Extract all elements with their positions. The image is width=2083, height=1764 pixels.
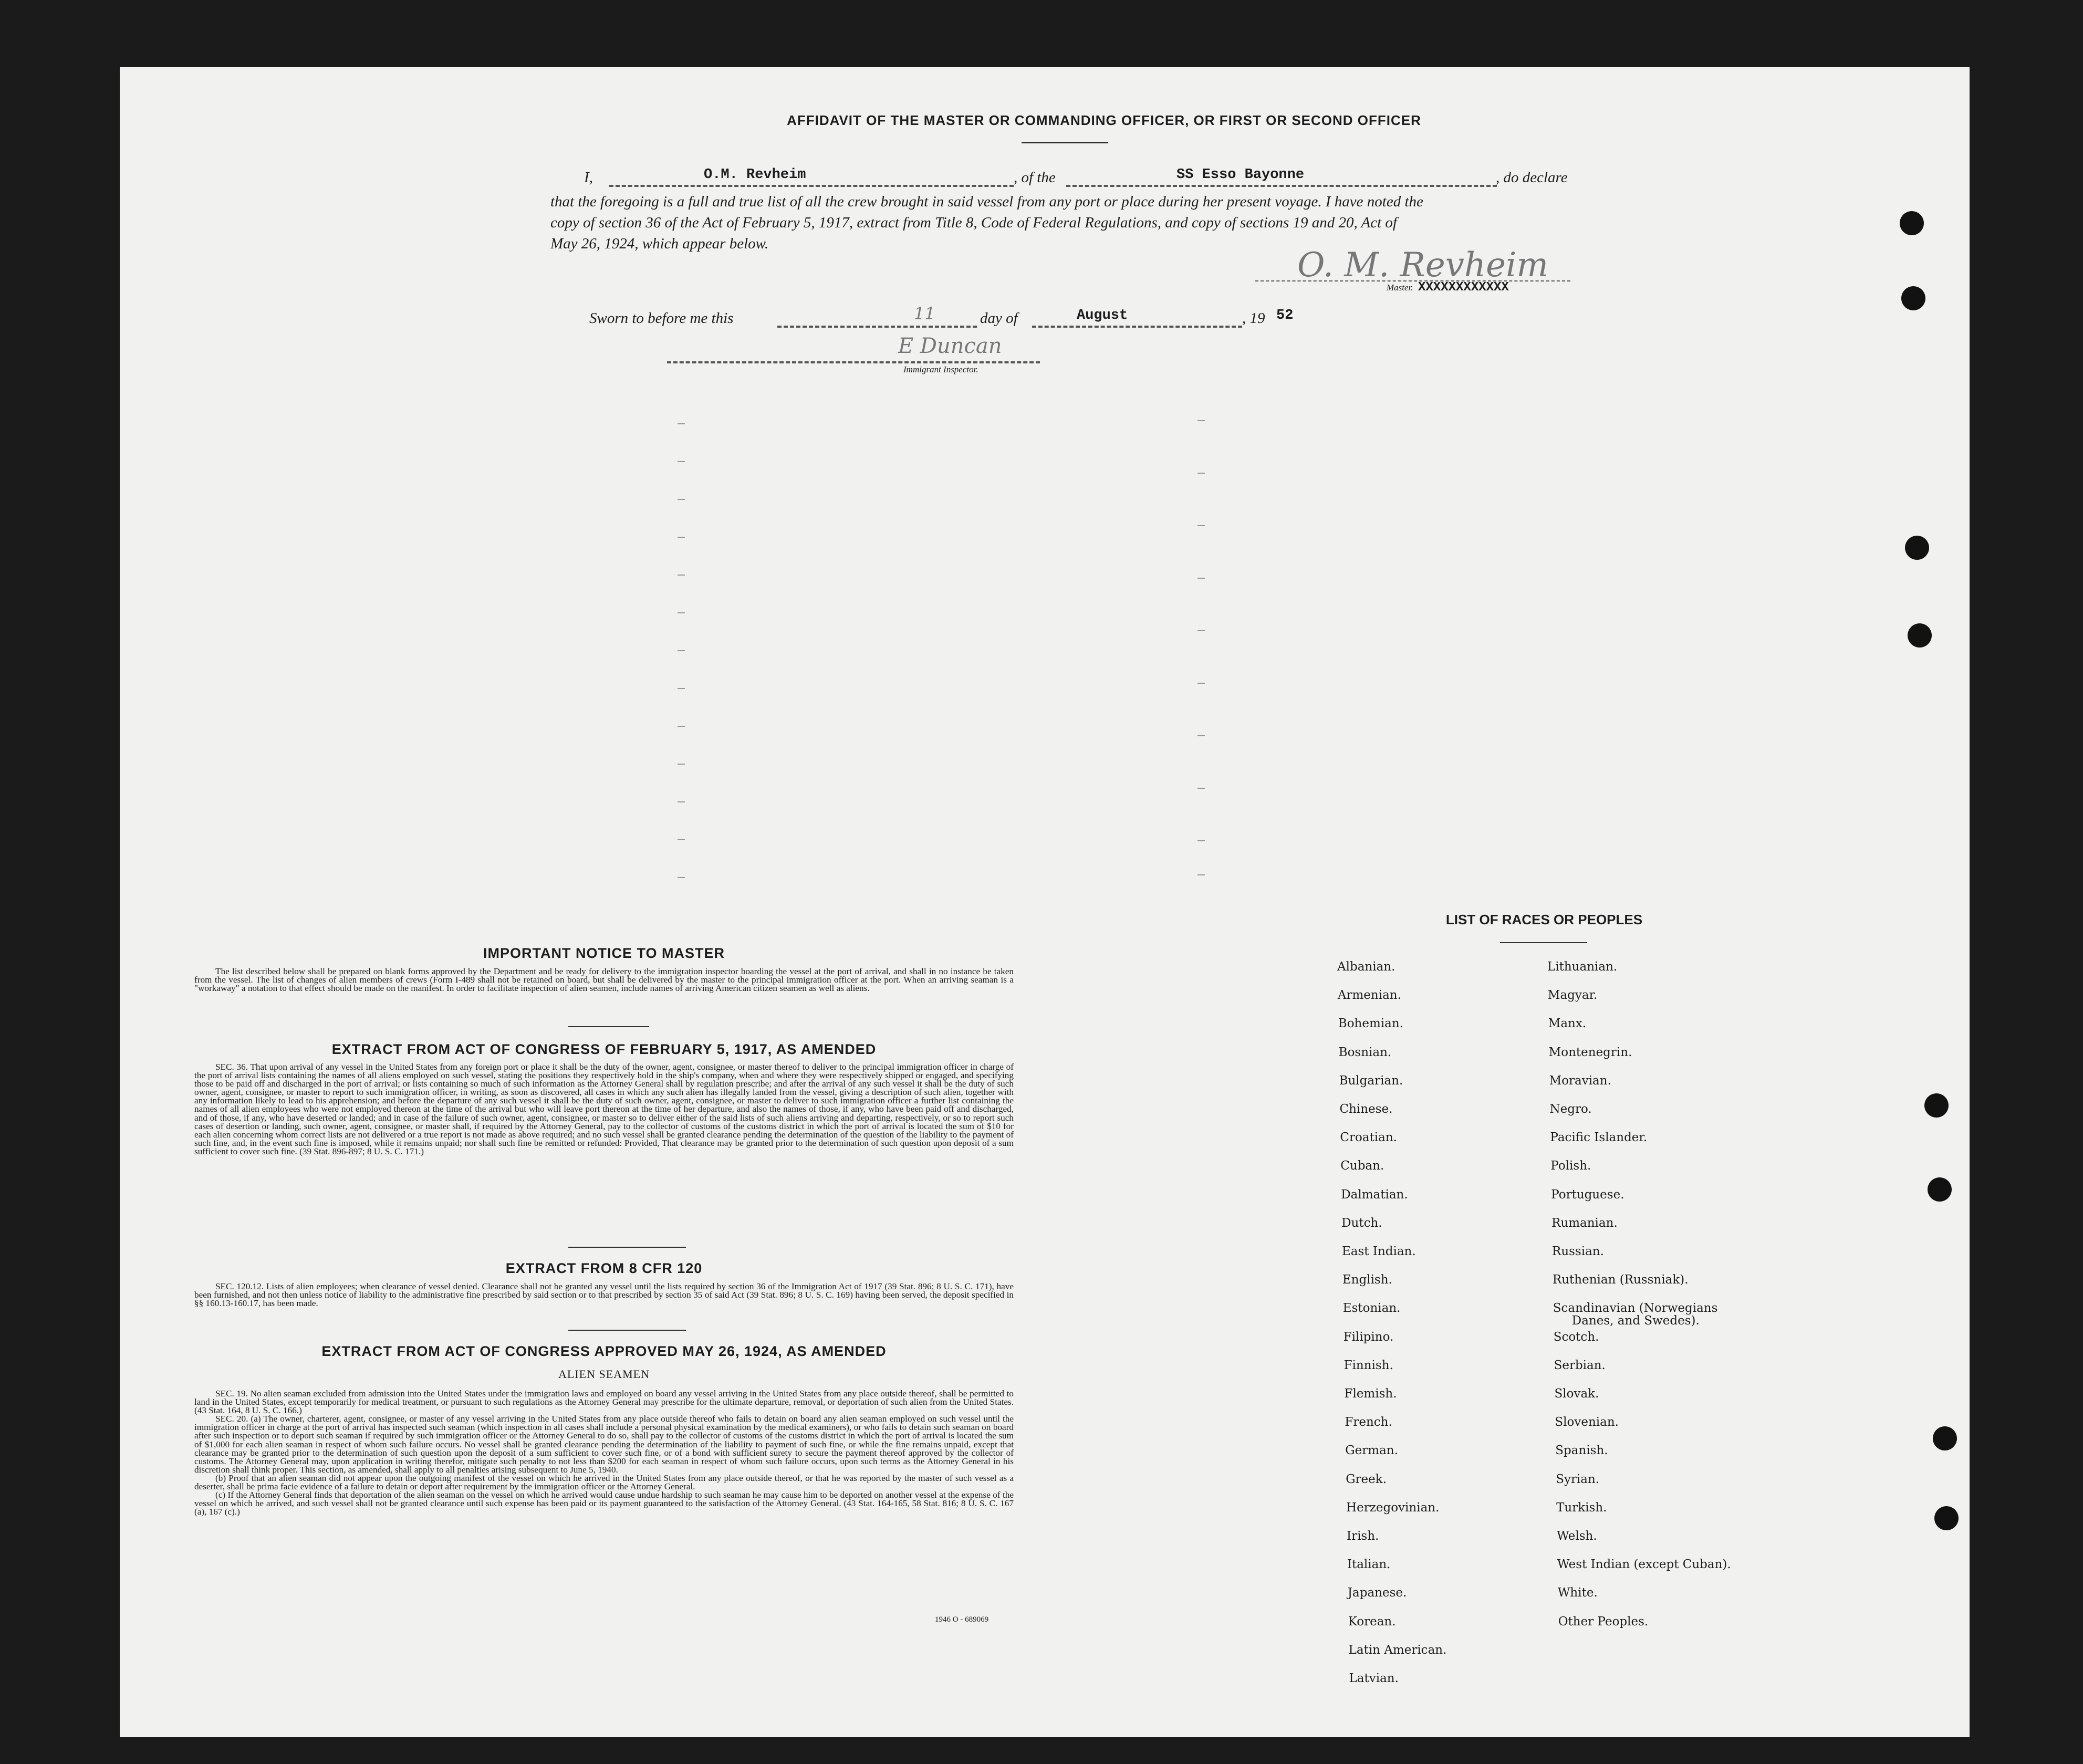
ruling-tick: [1197, 735, 1205, 736]
divider: [1022, 142, 1108, 143]
ruling-tick: [1197, 473, 1205, 474]
ruling-tick: [678, 461, 685, 462]
punch-hole: [1901, 286, 1925, 310]
race-item: Polish.: [1550, 1159, 1591, 1173]
ruling-tick: [1197, 578, 1205, 579]
ruling-tick: [1197, 788, 1205, 789]
affidavit-line2: that the foregoing is a full and true list of all the crew brought in said vessel from any port or place during her present voyage. I have noted the: [550, 193, 1423, 210]
race-item: Dalmatian.: [1341, 1187, 1408, 1202]
ruling-tick: [1197, 525, 1205, 526]
race-item: Slovak.: [1554, 1387, 1599, 1401]
inspector-caption: Immigrant Inspector.: [903, 364, 978, 374]
ruling-tick: [678, 499, 685, 500]
extract-1924-heading: EXTRACT FROM ACT OF CONGRESS APPROVED MAY 26, 1924, AS AMENDED: [321, 1343, 887, 1359]
ruling-tick: [1197, 683, 1205, 684]
notice-heading: IMPORTANT NOTICE TO MASTER: [483, 945, 725, 961]
alien-seamen-subheading: ALIEN SEAMEN: [558, 1368, 650, 1381]
race-item: Spanish.: [1555, 1444, 1608, 1458]
races-title: LIST OF RACES OR PEOPLES: [1445, 912, 1643, 927]
race-item: Herzegovinian.: [1346, 1500, 1440, 1515]
extract-1917-text: [194, 1063, 1014, 1156]
punch-hole: [1905, 536, 1929, 560]
race-item: Latin American.: [1348, 1643, 1447, 1657]
race-item: Albanian.: [1337, 960, 1395, 974]
race-item: French.: [1345, 1415, 1392, 1429]
sworn-day: 11: [914, 304, 935, 323]
race-item: Bohemian.: [1338, 1017, 1403, 1031]
ruling-tick: [678, 801, 685, 802]
extract-cfr-heading: EXTRACT FROM 8 CFR 120: [505, 1260, 703, 1276]
punch-hole: [1924, 1093, 1949, 1118]
master-signature: O. M. Revheim: [1297, 246, 1549, 285]
race-item: East Indian.: [1342, 1245, 1416, 1258]
section-36-paragraph: SEC. 36. That upon arrival of any vessel in the United States from any foreign port or place it shall be the duty of the owner, agent, consignee, or master thereof to deliver to the principal immigration officer in charge of the port of arrival lists containing the names of all aliens employed on such vessel, stating the positions they respectively hold in the ship's company, when and where they were respectively shipped or engaged, and specifying those to be paid off and discharged in the port of arrival; or lists containing so much of such information as the Attorney General shall by regulation prescribe; and after the arrival of any such vessel it shall be the duty of such owner, agent, consignee, or master to report to such immigration officer, in writing, as soon as discovered, all cases in which any such alien has illegally landed from the vessel, giving a description of such alien, together with any information likely to lead to his apprehension; and before the departure of any such vessel it shall be the duty of such owner, agent, consignee, or master to deliver to such immigration officer a further list containing the names of all alien employees who were not employed thereon at the time of the arrival but who will leave port thereon at the time of her departure, and also the names of those, if any, who have been paid off and discharged, and of those, if any, who have deserted or landed; and in case of the failure of such owner, agent, consignee, or master so to deliver either of the said lists of such aliens arriving and departing, respectively, or so to report such cases of desertion or landing, such owner, agent, consignee, or master shall, if required by the Attorney General, pay to the collector of customs of the customs district in which the port of arrival is located the sum of $10 for each alien concerning whom correct lists are not delivered or a true report is not made as above required; and no such vessel shall be granted clearance pending the determination of the question of the liability to the payment of such fine, and, in the event such fine is imposed, while it remains unpaid; nor shall such fine be remitted or refunded: Provided, That clearance may be granted prior to the determination of such question upon deposit of a sum sufficient to cover such fine. (39 Stat. 896-897; 8 U. S. C. 171.): [194, 1062, 1014, 1156]
race-item: Lithuanian.: [1547, 960, 1618, 974]
race-item: Greek.: [1346, 1472, 1387, 1486]
master-caption: Master.: [1387, 283, 1413, 293]
affidavit-line1-suffix: , do declare: [1496, 169, 1568, 186]
race-item: Manx.: [1548, 1017, 1587, 1031]
blank-line: [1032, 326, 1242, 328]
ruling-tick: [678, 650, 685, 651]
vessel-name: SS Esso Bayonne: [1176, 167, 1305, 183]
divider: [568, 1247, 686, 1248]
race-item: Syrian.: [1556, 1472, 1600, 1486]
section-19-paragraph: SEC. 19. No alien seaman excluded from admission into the United States under the immigration laws and employed on board any vessel arriving in the United States from any place outside thereof, shall be permitted to land in the United States, except temporarily for medical treatment, or pursuant to such regulations as the Attorney General may prescribe for the ultimate departure, removal, or deportation of such alien from the United States. (43 Stat. 164, 8 U. S. C. 166.): [194, 1389, 1014, 1416]
race-item: Armenian.: [1337, 988, 1401, 1003]
race-item: Bosnian.: [1338, 1045, 1392, 1059]
affidavit-line1-middle: , of the: [1014, 169, 1056, 186]
section-20c-paragraph: (c) If the Attorney General finds that deportation of the alien seaman on the vessel on which he arrived would cause undue hardship to such seaman he may cause him to be deported on another vessel at the expense of the vessel on which he arrived, and such vessel shall not be granted clearance until such expense has been paid or its payment guaranteed to the satisfaction of the Attorney General. (43 Stat. 164-165, 58 Stat. 816; 8 U. S. C. 167 (a), 167 (c).): [194, 1490, 1014, 1517]
race-item: West Indian (except Cuban).: [1557, 1558, 1731, 1572]
race-item: Slovenian.: [1555, 1415, 1619, 1429]
punch-hole: [1934, 1506, 1959, 1530]
affidavit-title: AFFIDAVIT OF THE MASTER OR COMMANDING OFFICER, OR FIRST OR SECOND OFFICER: [787, 112, 1421, 128]
race-item: Filipino.: [1343, 1330, 1394, 1344]
race-item: Irish.: [1347, 1529, 1379, 1543]
race-item: Moravian.: [1549, 1073, 1611, 1088]
race-item: Bulgarian.: [1339, 1073, 1403, 1088]
section-120-12-paragraph: SEC. 120.12. Lists of alien employees; when clearance of vessel denied. Clearance shall not be granted any vessel until the lists required by section 36 of the Immigration Act of 1917 (39 Stat. 896; 8 U. S. C. 171), have been furnished, and not then unless notice of liability to the administrative fine prescribed by said section or to that prescribed by section 35 of said Act (39 Stat. 896; 8 U. S. C. 169) having been served, the deposit specified in §§ 160.13-160.17, has been made.: [194, 1281, 1014, 1309]
blank-line: [609, 185, 1014, 187]
sworn-year-prefix: , 19: [1242, 310, 1265, 327]
affidavit-line1-prefix: I,: [584, 169, 593, 186]
race-item: Croatian.: [1340, 1131, 1397, 1145]
notice-text: [194, 967, 1014, 993]
divider: [1500, 942, 1587, 943]
sworn-month: August: [1077, 308, 1128, 323]
blank-line: [1066, 185, 1497, 187]
ruling-tick: [678, 575, 685, 576]
ruling-tick: [1197, 630, 1205, 631]
punch-hole: [1900, 211, 1924, 235]
print-code: 1946 O - 689069: [935, 1615, 989, 1624]
race-item: Negro.: [1549, 1102, 1592, 1116]
divider: [568, 1026, 649, 1027]
race-item: Serbian.: [1554, 1358, 1606, 1372]
inspector-signature: E Duncan: [898, 334, 1002, 358]
race-item: Italian.: [1347, 1558, 1391, 1572]
race-item: Rumanian.: [1551, 1216, 1618, 1230]
master-name: O.M. Revheim: [704, 167, 806, 183]
affidavit-line3: copy of section 36 of the Act of February 5, 1917, extract from Title 8, Code of Federal Regulations, and copy of sections 19 and 20, Act of: [550, 214, 1397, 231]
notice-paragraph: The list described below shall be prepared on blank forms approved by the Department and be ready for delivery to the immigration inspector boarding the vessel at the port of arrival, and shall in no instance be taken from the vessel. The list of changes of alien members of crews (Form I-489 shall not be retained on board, but shall be delivered by the master to the principal immigration officer at the port. When an arriving seaman is a "workaway" a notation to that effect should be made on the manifest. In order to facilitate inspection of alien seamen, include names of arriving American citizen seamen as well as aliens.: [194, 966, 1014, 994]
race-item: Dutch.: [1341, 1216, 1382, 1230]
punch-hole: [1928, 1177, 1952, 1202]
race-item: Turkish.: [1556, 1500, 1607, 1515]
race-item: Latvian.: [1349, 1672, 1399, 1685]
ruling-tick: [678, 764, 685, 765]
race-item: Scotch.: [1553, 1330, 1599, 1344]
affidavit-line4: May 26, 1924, which appear below.: [550, 235, 769, 252]
extract-cfr-text: [194, 1282, 1014, 1308]
race-item: German.: [1345, 1444, 1398, 1458]
race-item: Russian.: [1552, 1245, 1604, 1258]
race-item: Chinese.: [1339, 1102, 1393, 1116]
race-item: Magyar.: [1547, 988, 1598, 1003]
blank-line: [777, 326, 977, 328]
sworn-year: 52: [1276, 308, 1294, 323]
race-item: Cuban.: [1340, 1159, 1384, 1173]
ruling-tick: [678, 423, 685, 424]
ruling-tick: [678, 688, 685, 689]
ruling-tick: [1197, 840, 1205, 841]
race-item: Montenegrin.: [1548, 1045, 1632, 1059]
divider: [568, 1330, 686, 1331]
ruling-tick: [678, 726, 685, 727]
race-item: Ruthenian (Russniak).: [1552, 1273, 1689, 1287]
race-item: Pacific Islander.: [1550, 1131, 1648, 1145]
blank-line: [667, 361, 1040, 363]
ruling-tick: [678, 612, 685, 613]
race-item: Estonian.: [1342, 1301, 1401, 1316]
punch-hole: [1908, 623, 1932, 648]
race-item: Other Peoples.: [1558, 1614, 1649, 1629]
sworn-day-label: day of: [980, 310, 1018, 327]
race-item: Scandinavian (Norwegians: [1553, 1301, 1718, 1316]
race-item: Welsh.: [1557, 1529, 1597, 1543]
ruling-tick: [1197, 874, 1205, 875]
struck-text: XXXXXXXXXXXX: [1418, 280, 1509, 295]
race-item: Danes, and Swedes).: [1571, 1314, 1700, 1328]
race-item: Portuguese.: [1551, 1187, 1624, 1202]
section-20a-paragraph: SEC. 20. (a) The owner, charterer, agent, consignee, or master of any vessel arriving in the United States from any place outside thereof who fails to detain on board any alien seaman employed on such vessel until the immigration officer in charge at the port of arrival has inspected such seaman (which inspection in all cases shall include a personal physical examination by the medical examiners), or who fails to detain such seaman on board after such inspection or to deport such seaman if required by such immigration officer or the Attorney General to do so, shall pay to the collector of customs of the customs district in which the port of arrival is located the sum of $1,000 for each alien seaman in respect of whom such failure occurs. No vessel shall be granted clearance pending the determination of the liability to payment of such fine, or while the fine remains unpaid, except that clearance may be granted prior to the determination of such question upon the deposit of a sum sufficient to cover such fine, or of a bond with sufficient surety to secure the payment thereof approved by the collector of customs. The Attorney General may, upon application in writing therefor, mitigate such penalty to not less than $200 for each seaman in respect of whom such failure occurs, upon such terms as the Attorney General in his discretion shall think proper. This section, as amended, shall apply to all penalties arising subsequent to June 5, 1940.: [194, 1414, 1014, 1475]
ruling-tick: [678, 537, 685, 538]
ruling-tick: [678, 877, 685, 878]
sworn-prefix: Sworn to before me this: [589, 310, 734, 327]
race-item: Korean.: [1348, 1614, 1396, 1629]
extract-1924-text: [194, 1390, 1014, 1516]
section-20b-paragraph: (b) Proof that an alien seaman did not appear upon the outgoing manifest of the vessel on which he arrived in the United States from any place outside thereof, or that he was reported by the master of such vessel as a deserter, shall be prima facie evidence of a failure to detain or deport after requirement by the immigration officer or the Attorney General.: [194, 1473, 1014, 1492]
race-item: English.: [1342, 1273, 1392, 1287]
blank-line: [1255, 280, 1570, 281]
punch-hole: [1933, 1426, 1957, 1450]
race-item: Flemish.: [1344, 1387, 1397, 1401]
race-item: White.: [1557, 1586, 1598, 1600]
ruling-tick: [1197, 420, 1205, 421]
extract-1917-heading: EXTRACT FROM ACT OF CONGRESS OF FEBRUARY 5, 1917, AS AMENDED: [331, 1041, 877, 1057]
ruling-tick: [678, 839, 685, 840]
race-item: Japanese.: [1347, 1586, 1407, 1600]
race-item: Finnish.: [1343, 1358, 1393, 1372]
